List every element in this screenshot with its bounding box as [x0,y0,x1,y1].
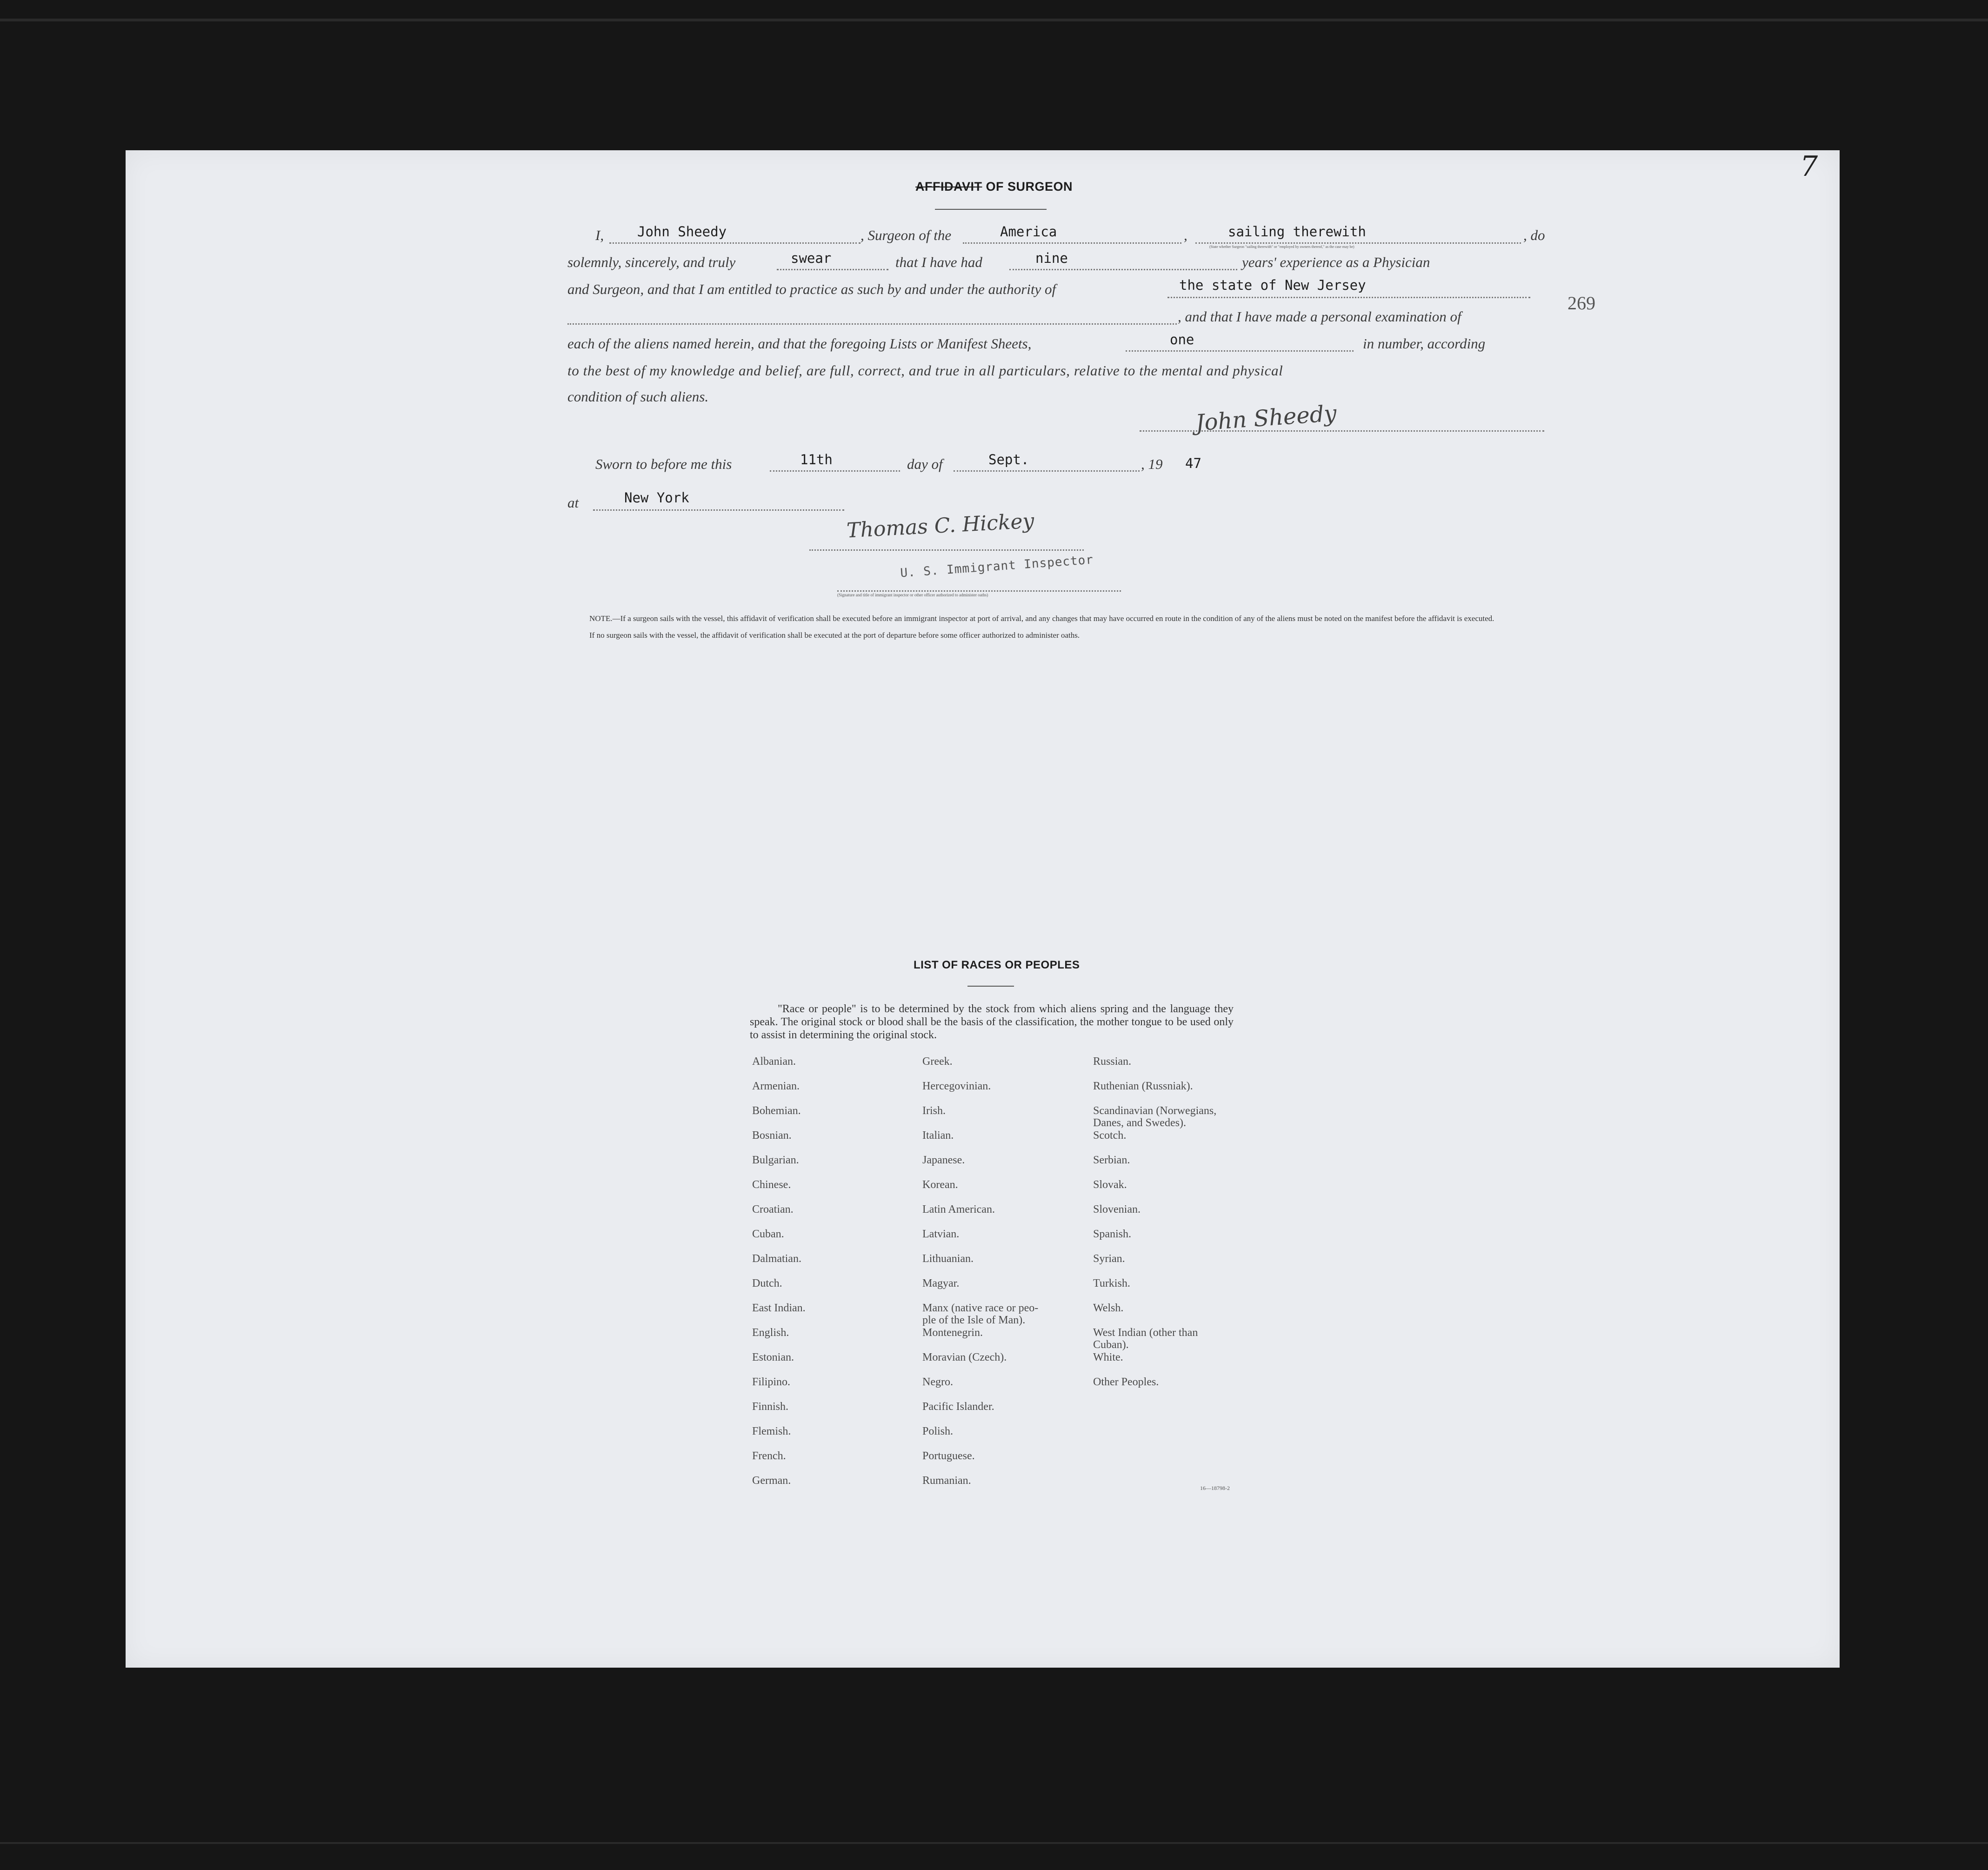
line7-text: condition of such aliens. [567,388,709,405]
race-entry: French. [752,1450,786,1462]
surgeon-name: John Sheedy [637,224,727,240]
race-entry: Manx (native race or peo- ple of the Isle of Man). [922,1302,1039,1326]
races-column-2 [922,1055,1038,1499]
at-place-blank [593,509,844,511]
race-entry: Rumanian. [922,1475,971,1487]
races-intro: "Race or people" is to be determined by the stock from which aliens spring and the language they speak. The original stock or blood shall be the basis of the classification, the mother tongue to be used only to assist in determining the original stock. [750,1003,1234,1041]
title-prefix: AFFIDAVIT [915,180,982,194]
race-entry: Russian. [1093,1055,1132,1068]
race-entry: Filipino. [752,1376,791,1388]
document-page [126,150,1840,1668]
page-number: 269 [1568,293,1595,314]
sworn-month-blank [954,470,1140,472]
race-entry: Ruthenian (Russniak). [1093,1080,1193,1092]
race-entry: German. [752,1475,791,1487]
race-entry: Greek. [922,1055,953,1068]
at-lead: at [567,494,579,511]
line5-end: in number, according [1363,335,1486,352]
sworn-lead: Sworn to before me this [595,456,732,472]
race-entry: Dutch. [752,1277,782,1289]
years-experience: nine [1035,250,1068,266]
inspector-signature-line [809,549,1084,551]
race-entry: English. [752,1327,789,1339]
race-entry: Japanese. [922,1154,965,1166]
form-number: 16—18798-2 [1200,1485,1230,1491]
race-entry: Other Peoples. [1093,1376,1159,1388]
role-note: (State whether Surgeon "sailing therewith" or "employed by owners thereof," as the case may be) [1209,245,1354,249]
line3-authority-blank [1167,297,1530,298]
inspector-stamp: U. S. Immigrant Inspector [900,553,1094,581]
line1-lead: I, [595,227,604,243]
film-frame-edge [0,19,1988,21]
film-frame-edge-bottom [0,1842,1988,1844]
race-entry: Spanish. [1093,1228,1132,1240]
line4-text: , and that I have made a personal examination of [1178,308,1461,325]
line1-end: , do [1523,227,1545,243]
ship-name: America [1000,224,1057,240]
race-entry: Negro. [922,1376,953,1388]
race-entry: Finnish. [752,1401,789,1413]
race-entry: Italian. [922,1129,954,1142]
race-entry: Dalmatian. [752,1253,801,1265]
line2-years-blank [1009,269,1237,270]
race-entry: Irish. [922,1105,946,1117]
race-entry: Armenian. [752,1080,800,1092]
race-entry: Pacific Islander. [922,1401,994,1413]
line2-lead: solemnly, sincerely, and truly [567,254,736,270]
race-entry: Montenegrin. [922,1327,983,1339]
race-entry: Slovenian. [1093,1203,1141,1216]
oath-word: swear [791,250,832,266]
title-suffix: OF SURGEON [982,180,1073,194]
surgeon-signature: John Sheedy [1194,400,1338,436]
line1-mid: , Surgeon of the [861,227,952,243]
race-entry: Syrian. [1093,1253,1125,1265]
title-rule [935,209,1047,210]
signature-caption: (Signature and title of immigrant inspector or other officer authorized to administer oaths) [837,593,988,597]
race-entry: Slovak. [1093,1179,1127,1191]
inspector-caption-line [837,590,1121,592]
race-entry: Hercegovinian. [922,1080,991,1092]
race-entry: East Indian. [752,1302,806,1314]
line2-oath-blank [777,269,888,270]
race-entry: Cuban. [752,1228,784,1240]
race-entry: Portuguese. [922,1450,975,1462]
race-entry: Scandinavian (Norwegians, Danes, and Swedes). [1093,1105,1217,1129]
sworn-month: Sept. [988,452,1029,468]
sworn-year-prefix: , 19 [1141,456,1163,472]
race-entry: Croatian. [752,1203,794,1216]
note-no-surgeon: If no surgeon sails with the vessel, the affidavit of verification shall be executed at the port of departure before some officer authorized to administer oaths. [589,631,1080,640]
line4-blank [567,323,1177,325]
race-entry: Latin American. [922,1203,995,1216]
sworn-place: New York [624,490,689,506]
race-entry: Estonian. [752,1351,794,1363]
line1-comma: , [1184,227,1187,243]
sworn-day-blank [770,470,900,472]
race-entry: Bohemian. [752,1105,801,1117]
races-column-1 [752,1055,806,1499]
line1-name-blank [609,242,861,244]
race-entry: Bosnian. [752,1129,792,1142]
races-title: LIST OF RACES OR PEOPLES [914,959,1080,971]
race-entry: Polish. [922,1425,954,1437]
race-entry: Lithuanian. [922,1253,974,1265]
race-entry: Scotch. [1093,1129,1127,1142]
surgeon-role: sailing therewith [1228,224,1366,240]
race-entry: Albanian. [752,1055,796,1068]
races-column-3 [1093,1055,1216,1401]
race-entry: West Indian (other than Cuban). [1093,1327,1198,1351]
sheet-count: one [1170,332,1194,347]
line2-mid: that I have had [895,254,982,270]
sworn-year: 47 [1185,455,1201,471]
corner-mark: 7 [1800,150,1818,183]
sworn-day: 11th [800,452,833,468]
race-entry: Serbian. [1093,1154,1130,1166]
race-entry: Turkish. [1093,1277,1130,1289]
race-entry: Bulgarian. [752,1154,799,1166]
race-entry: Welsh. [1093,1302,1124,1314]
line2-end: years' experience as a Physician [1242,254,1430,270]
note-surgeon-sails: NOTE.—If a surgeon sails with the vessel, this affidavit of verification shall be executed before an immigrant inspector at port of arrival, and any changes that may have occurred en route in the condition of any of the aliens must be noted on the manifest before the affidavit is executed. [589,614,1494,623]
line6-text: to the best of my knowledge and belief, are full, correct, and true in all particulars, relative to the mental and physical [567,362,1283,379]
inspector-signature: Thomas C. Hickey [846,509,1035,543]
sworn-day-of: day of [907,456,943,472]
licensing-authority: the state of New Jersey [1179,277,1366,293]
races-title-rule [967,986,1014,987]
line5-count-blank [1126,350,1354,352]
race-entry: Flemish. [752,1425,791,1437]
line5-lead: each of the aliens named herein, and that the foregoing Lists or Manifest Sheets, [567,335,1032,352]
race-entry: White. [1093,1351,1123,1363]
line1-ship-blank [963,242,1181,244]
race-entry: Korean. [922,1179,958,1191]
race-entry: Moravian (Czech). [922,1351,1007,1363]
race-entry: Latvian. [922,1228,960,1240]
race-entry: Chinese. [752,1179,791,1191]
line1-role-blank [1195,242,1521,244]
affidavit-title [915,180,1073,194]
line3-lead: and Surgeon, and that I am entitled to practice as such by and under the authority of [567,281,1056,297]
race-entry: Magyar. [922,1277,960,1289]
